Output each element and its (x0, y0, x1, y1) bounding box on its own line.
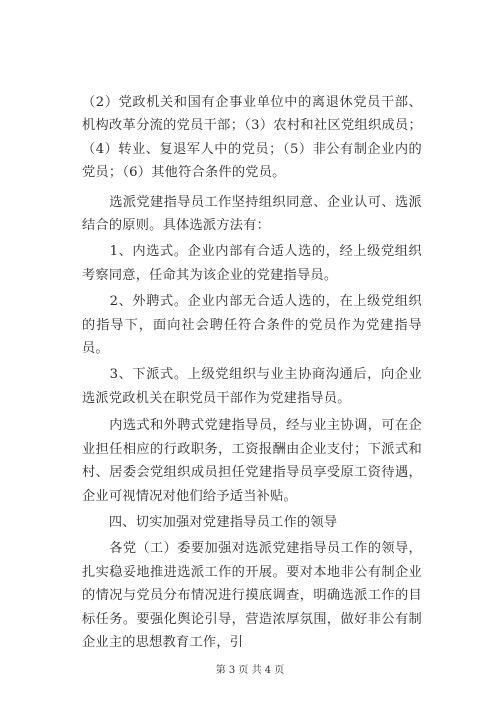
document-body (82, 91, 422, 654)
paragraph-leadership: 各党（工）委要加强对选派党建指导员工作的领导，扎实稳妥地推进选派工作的开展。要对本地非公有制企业的情况与党员分布情况进行摸底调查，明确选派工作的目标任务。要强化舆论引导，营造浓厚氛围，做好非公有制企业主的思想教育工作，引 (82, 541, 422, 650)
paragraph-selection-principle: 选派党建指导员工作坚持组织同意、企业认可、选派结合的原则。具体选派方法有： (82, 194, 422, 234)
paragraph-internal-selection: 1、内选式。企业内部有合适人选的，经上级党组织考察同意，任命其为该企业的党建指导员。 (82, 244, 422, 283)
section-heading-leadership: 四、切实加强对党建指导员工作的领导 (82, 514, 338, 530)
paragraph-eligible-members: （2）党政机关和国有企事业单位中的离退休党员干部、机构改革分流的党员干部；（3）农村和社区党组织成员；（4）转业、复退军人中的党员；（5）非公有制企业内的党员；（6）其他符合条件的党员。 (82, 95, 422, 181)
page-footer: 第 3 页 共 4 页 (215, 665, 285, 676)
paragraph-external-hiring: 2、外聘式。企业内部无合适人选的，在上级党组织的指导下，面向社会聘任符合条件的党员作为党建指导员。 (82, 294, 422, 357)
paragraph-compensation: 内选式和外聘式党建指导员，经与业主协调，可在企业担任相应的行政职务，工资报酬由企业支付；下派式和村、居委会党组织成员担任党建指导员享受原工资待遇，企业可视情况对他们给予适当补贴。 (82, 418, 422, 504)
paragraph-dispatch: 3、下派式。上级党组织与业主协商沟通后，向企业选派党政机关在职党员干部作为党建指导员。 (82, 367, 422, 406)
